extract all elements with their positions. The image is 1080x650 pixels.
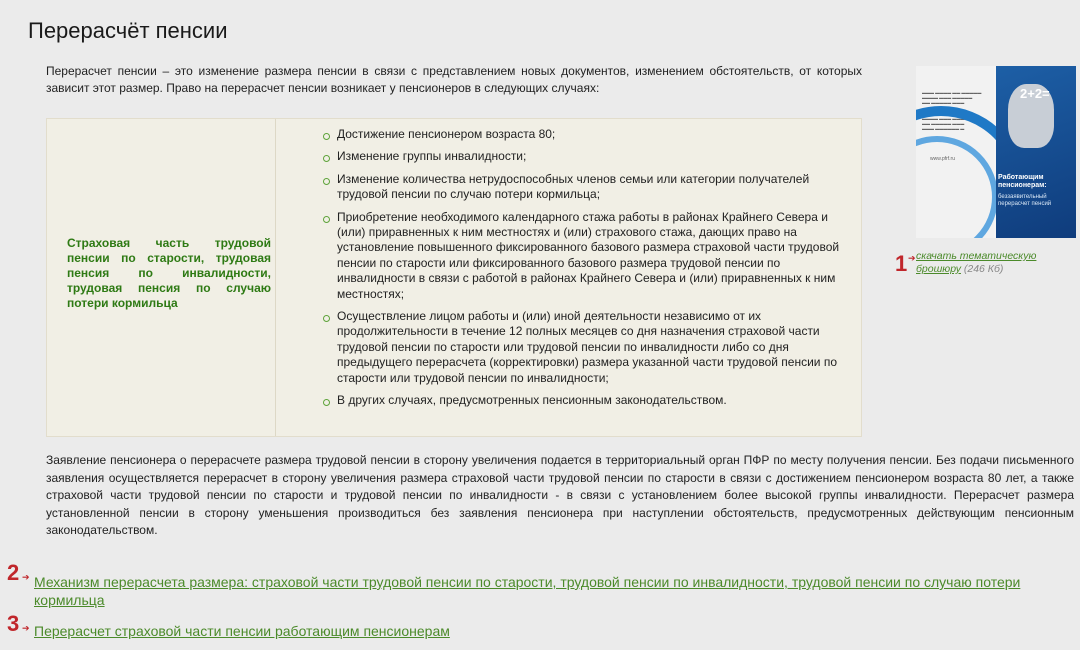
brochure-left-panel: [916, 66, 994, 238]
list-item: Достижение пенсионером возраста 80;: [323, 127, 853, 142]
circle-bullet-icon: [323, 399, 330, 406]
list-item: Изменение количества нетрудоспособных членов семьи или категории получателей трудовой пенсии по случаю потери кормильца;: [323, 172, 853, 203]
brochure-subheading: беззаявительный перерасчет пенсий: [998, 194, 1052, 207]
brochure-cover-image[interactable]: [916, 66, 1076, 238]
circle-bullet-icon: [323, 178, 330, 185]
brochure-url: www.pfrf.ru: [930, 156, 956, 162]
circle-bullet-icon: [323, 216, 330, 223]
list-item: Приобретение необходимого календарного стажа работы в районах Крайнего Севера и (или) приравненных к ним местностях и (или) страхового стажа, дающих право на установление повышенного фиксированного базового размера страховой части трудовой пенсии по старости или фиксированного базового размера трудовой пенсии по инвалидности в связи с работой в районах Крайнего Севера и (или) приравненных к ним местностях;: [323, 210, 853, 302]
list-item: В других случаях, предусмотренных пенсионным законодательством.: [323, 393, 853, 408]
arrow-icon: ➔: [22, 572, 30, 582]
list-item: Изменение группы инвалидности;: [323, 149, 853, 164]
marker-number-2: 2: [7, 560, 20, 585]
brochure-download: [916, 250, 1066, 276]
brochure-fine-print: ▬▬▬▬ ▬▬▬ ▬▬▬▬ ▬▬ ▬▬▬▬▬ ▬▬▬ ▬▬▬ ▬▬▬▬▬▬ ▬: [922, 116, 969, 131]
page-title: Перерасчёт пенсии: [28, 18, 228, 43]
circle-bullet-icon: [323, 315, 330, 322]
download-brochure-link[interactable]: скачать тематическую брошюру: [916, 250, 1037, 275]
circle-bullet-icon: [323, 133, 330, 140]
mechanism-link[interactable]: Механизм перерасчета размера: страховой части трудовой пенсии по старости, трудовой пенсии по инвалидности, трудовой пенсии по случаю потери кормильца: [34, 574, 1021, 608]
arrow-icon: ➔: [22, 623, 30, 633]
arrow-icon: ➔: [908, 253, 916, 263]
recalculation-cases-table: [46, 118, 862, 437]
circle-bullet-icon: [323, 155, 330, 162]
category-cell: [47, 119, 276, 436]
brochure-equation: 2+2=: [1020, 86, 1050, 101]
brochure-fine-print: ▬▬▬ ▬▬▬▬ ▬▬ ▬▬▬▬▬ ▬▬▬▬ ▬▬▬ ▬▬▬▬▬ ▬▬ ▬▬▬▬▬ ▬▬▬: [922, 90, 982, 105]
application-statement: Заявление пенсионера о перерасчете размера трудовой пенсии в сторону увеличения подается в территориальный орган ПФР по месту получения пенсии. Без подачи письменного заявления осуществляется перерасчет в сторону увеличения размера страховой части трудовой пенсии по старости в связи с достижением пенсионером возраста 80 лет, а также страховой части трудовой пенсии по старости и трудовой пенсии по инвалидности - в связи с установлением более высокой группы инвалидности. Перерасчет размера установленной пенсии в сторону уменьшения производиться без заявления пенсионера при наступлении обстоятельств, предусмотренных действующим пенсионным законодательством.: [46, 453, 1074, 537]
list-item: Осуществление лицом работы и (или) иной деятельности независимо от их продолжительности в течение 12 полных месяцев со дня назначения страховой части трудовой пенсии по старости или трудовой пенсии по инвалидности либо со дня предыдущего перерасчета (корректировки) размера указанной части трудовой пенсии по старости или трудовой пенсии по инвалидности;: [323, 309, 853, 386]
file-size: (246 Кб): [963, 263, 1004, 275]
pension-category: Страховая часть трудовой пенсии по старости, трудовая пенсия по инвалидности, трудовая пенсия по случаю потери кормильца: [67, 236, 271, 310]
working-pensioners-link[interactable]: Перерасчет страховой части пенсии работающим пенсионерам: [34, 623, 450, 639]
cases-list: [323, 127, 853, 416]
marker-number-3: 3: [7, 611, 20, 636]
brochure-heading: Работающим пенсионерам:: [998, 174, 1047, 189]
marker-number-1: 1: [895, 251, 908, 276]
intro-text: Перерасчет пенсии – это изменение размера пенсии в связи с представлением новых документов, изменением обстоятельств, от которых зависит этот размер. Право на перерасчет пенсии возникает у пенсионеров в следующих случаях:: [46, 64, 862, 95]
